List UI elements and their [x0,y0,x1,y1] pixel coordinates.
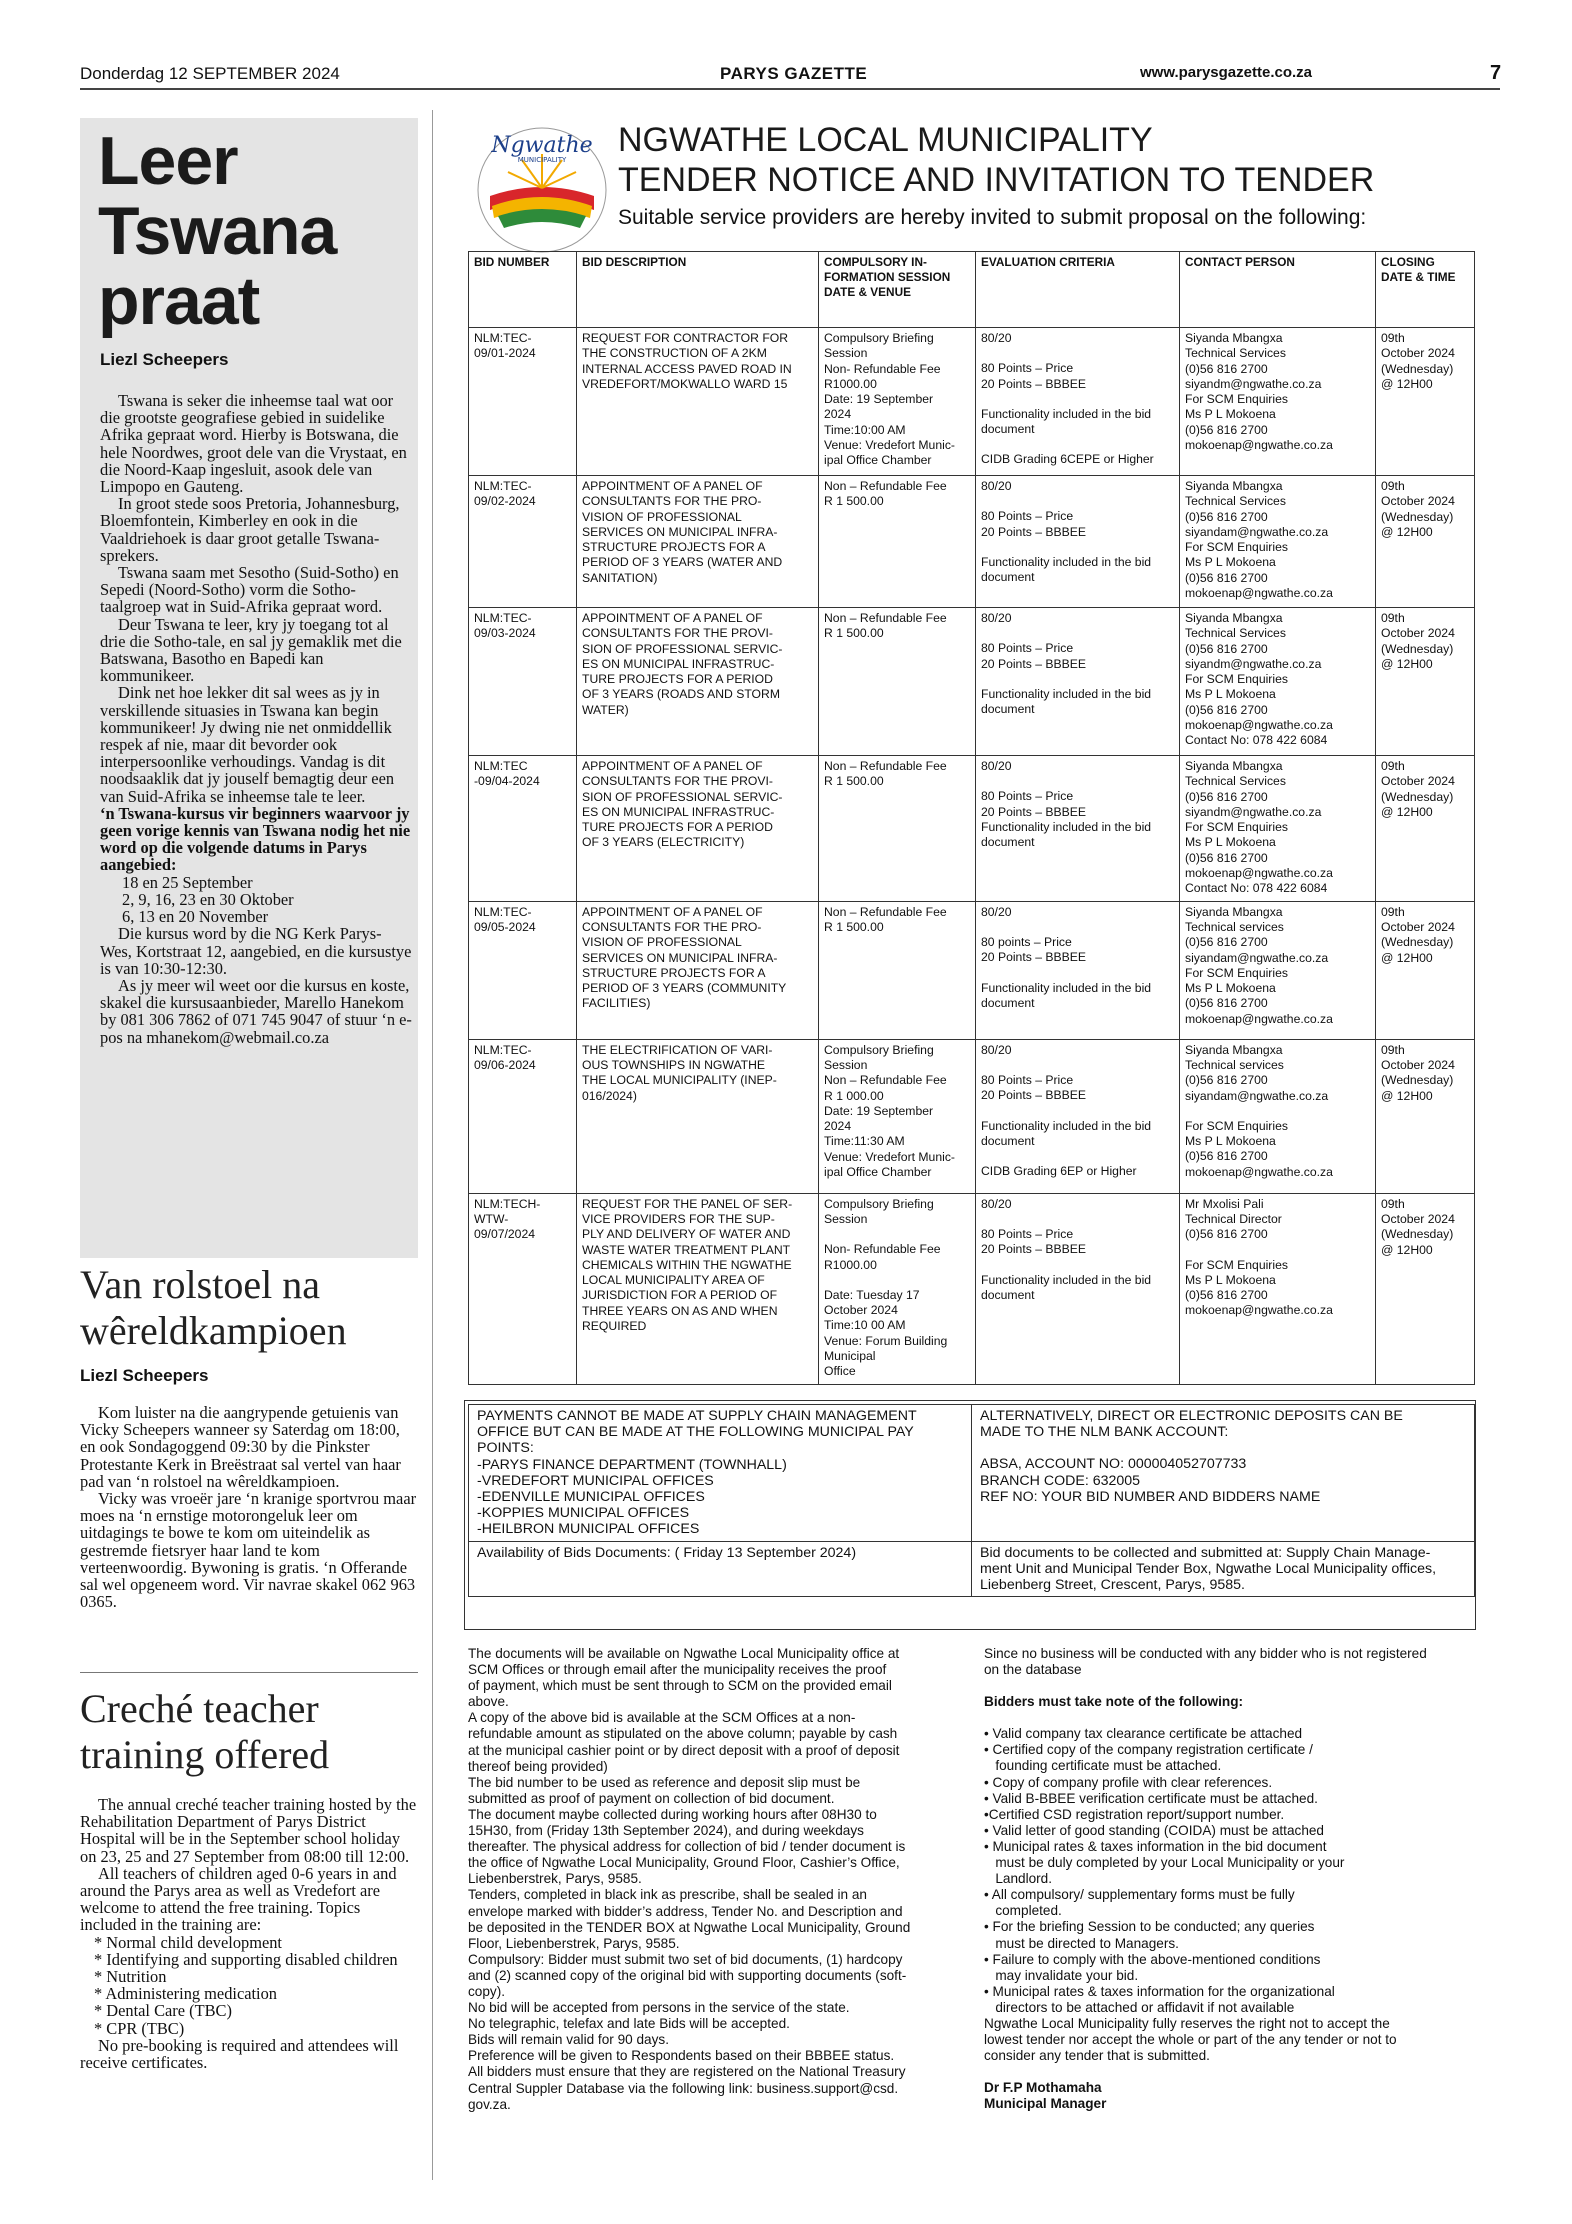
tswana-article-byline: Liezl Scheepers [100,350,229,369]
signatory-title: Municipal Manager [984,2096,1107,2112]
page-number: 7 [1490,62,1502,84]
closing-date-cell: 09th October 2024 (Wednesday) @ 12H00 [1376,1193,1475,1384]
evaluation-cell: 80/20 80 Points – Price 20 Points – BBBEE Functionality included in the bid document CIDB Grading 6CEPE or Higher [976,328,1180,476]
creche-article-body: The annual creché teacher training hosted by the Rehabilitation Department of Parys District Hospital will be in the September school holiday on 23, 25 and 27 September from 08:00 till 12:00. All teachers of children aged 0-6 years in and around the Parys area as well as Vredefort are welcome to attend the free training. Topics included in the training are: * Normal child development * Identifying and supporting disabled children * Nutrition * Administering medication * Dental Care (TBC) * CPR (TBC) No pre-booking is required and attendees will receive certificates. [80,1795,417,2073]
contact-cell: Siyanda Mbangxa Technical Services (0)56 816 2700 siyandm@ngwathe.co.za For SCM Enquiries Ms P L Mokoena (0)56 816 2700 mokoenap@ngwathe.co.za [1180,328,1376,476]
info-session-cell: Non – Refundable Fee R 1 500.00 [819,756,976,902]
contact-cell: Siyanda Mbangxa Technical Services (0)56 816 2700 siyandm@ngwathe.co.za For SCM Enquiries Ms P L Mokoena (0)56 816 2700 mokoenap@ngwathe.co.za Contact No: 078 422 6084 [1180,756,1376,902]
bid-description-cell: THE ELECTRIFICATION OF VARI- OUS TOWNSHIPS IN NGWATHE THE LOCAL MUNICIPALITY (INEP- 016/2024) [577,1039,819,1193]
bid-number-cell: NLM:TEC- 09/05-2024 [469,901,577,1039]
evaluation-cell: 80/20 80 Points – Price 20 Points – BBBEE Functionality included in the bid document [976,608,1180,756]
info-session-cell: Non – Refundable Fee R 1 500.00 [819,608,976,756]
contact-cell: Siyanda Mbangxa Technical Services (0)56 816 2700 siyandam@ngwathe.co.za For SCM Enquiries Ms P L Mokoena (0)56 816 2700 mokoenap@ngwathe.co.za [1180,476,1376,608]
column-header: BID NUMBER [469,252,577,328]
rolstoel-article-byline: Liezl Scheepers [80,1366,209,1385]
bid-row [469,608,1475,756]
contact-cell: Siyanda Mbangxa Technical Services (0)56 816 2700 siyandm@ngwathe.co.za For SCM Enquiries Ms P L Mokoena (0)56 816 2700 mokoenap@ngwathe.co.za Contact No: 078 422 6084 [1180,608,1376,756]
bid-number-cell: NLM:TEC- 09/02-2024 [469,476,577,608]
closing-date-cell: 09th October 2024 (Wednesday) @ 12H00 [1376,608,1475,756]
ngwathe-logo [470,118,615,258]
newspaper-url: www.parysgazette.co.za [1140,64,1313,81]
info-session-cell: Compulsory Briefing Session Non- Refundable Fee R1000.00 Date: Tuesday 17 October 2024 Time:10 00 AM Venue: Forum Building Municipal Office [819,1193,976,1384]
tswana-article-box [80,118,418,1258]
tender-subtitle: Suitable service providers are hereby invited to submit proposal on the following: [618,206,1367,229]
bid-table-header [469,252,1475,328]
info-session-cell: Non – Refundable Fee R 1 500.00 [819,476,976,608]
payment-table [468,1404,1475,1597]
tender-title: NGWATHE LOCAL MUNICIPALITY TENDER NOTICE AND INVITATION TO TENDER [618,121,1375,199]
column-header: CLOSING DATE & TIME [1376,252,1475,328]
rolstoel-article-body: Kom luister na die aangrypende getuienis van Vicky Scheepers wanneer sy Saterdag om 18:00, en ook Sondagoggend 09:30 by die Pinkster Protestante Kerk in Breëstraat sal vertel van haar pad van ‘n rolstoel na wêreldkampioen. Vicky was vroeër jare ‘n kranige sportvrou maar moes na ‘n ernstige motorongeluk leer om uitdagings te bowe te kom om uiteindelik as gestremde fietsryer haar land te kom verteenwoordig. Bywoning is gratis. ‘n Offerande sal wel opgeneem word. Vir navrae skakel 062 963 0365. [80,1403,417,1612]
signatory-name: Dr F.P Mothamaha [984,2080,1102,2096]
bid-number-cell: NLM:TEC- 09/06-2024 [469,1039,577,1193]
contact-cell: Mr Mxolisi Pali Technical Director (0)56 816 2700 For SCM Enquiries Ms P L Mokoena (0)56 816 2700 mokoenap@ngwathe.co.za [1180,1193,1376,1384]
closing-date-cell: 09th October 2024 (Wednesday) @ 12H00 [1376,901,1475,1039]
contact-cell: Siyanda Mbangxa Technical services (0)56 816 2700 siyandam@ngwathe.co.za For SCM Enquiries Ms P L Mokoena (0)56 816 2700 mokoenap@ngwathe.co.za [1180,1039,1376,1193]
evaluation-cell: 80/20 80 Points – Price 20 Points – BBBEE Functionality included in the bid document [976,476,1180,608]
rolstoel-article-title: Van rolstoel na wêreldkampioen [80,1262,347,1353]
info-session-cell: Compulsory Briefing Session Non – Refundable Fee R 1 000.00 Date: 19 September 2024 Time:11:30 AM Venue: Vredefort Munic- ipal Office Chamber [819,1039,976,1193]
bid-number-cell: NLM:TEC- 09/03-2024 [469,608,577,756]
bid-row [469,328,1475,476]
logo-subtext: MUNICIPALITY [517,156,567,164]
collection-cell: Bid documents to be collected and submitted at: Supply Chain Manage- ment Unit and Municipal Tender Box, Ngwathe Local Municipality offices, Liebenberg Street, Crescent, Parys, 9585. [972,1541,1475,1597]
evaluation-cell: 80/20 80 Points – Price 20 Points – BBBEE Functionality included in the bid document CIDB Grading 6EP or Higher [976,1039,1180,1193]
bid-row [469,1039,1475,1193]
bid-description-cell: APPOINTMENT OF A PANEL OF CONSULTANTS FOR THE PROVI- SION OF PROFESSIONAL SERVIC- ES ON MUNICIPAL INFRASTRUC- TURE PROJECTS FOR A PERIOD OF 3 YEARS (ROADS AND STORM WATER) [577,608,819,756]
tender-conditions-right: Since no business will be conducted with any bidder who is not registered on the database Bidders must take note of the following: • Valid company tax clearance certificate be attached • Certified copy of the company registration certificate / founding certificate must be attached. • Copy of company profile with clear references. • Valid B-BBEE verification certificate must be attached. •Certified CSD registration report/support number. • Valid letter of good standing (COIDA) must be attached • Municipal rates & taxes information in the bid document must be duly completed by your Local Municipality or your Landlord. • All compulsory/ supplementary forms must be fully completed. • For the briefing Session to be conducted; any queries must be directed to Managers. • Failure to comply with the above-mentioned conditions may invalidate your bid. • Municipal rates & taxes information for the organizational directors to be attached or affidavit if not available Ngwathe Local Municipality fully reserves the right not to accept the lowest tender nor accept the whole or part of the any tender or not to consider any tender that is submitted. Dr F.P Mothamaha Municipal Manager [984,1646,1474,2112]
column-divider [80,1672,418,1673]
availability-cell: Availability of Bids Documents: ( Friday 13 September 2024) [469,1541,972,1597]
closing-date-cell: 09th October 2024 (Wednesday) @ 12H00 [1376,1039,1475,1193]
issue-date: Donderdag 12 SEPTEMBER 2024 [80,64,340,83]
bid-number-cell: NLM:TECH- WTW- 09/07/2024 [469,1193,577,1384]
bank-account-cell: ALTERNATIVELY, DIRECT OR ELECTRONIC DEPOSITS CAN BE MADE TO THE NLM BANK ACCOUNT: ABSA, ACCOUNT NO: 000004052707733 BRANCH CODE: 632005 REF NO: YOUR BID NUMBER AND BIDDERS NAME [972,1405,1475,1542]
evaluation-cell: 80/20 80 Points – Price 20 Points – BBBEE Functionality included in the bid document [976,1193,1180,1384]
column-header: CONTACT PERSON [1180,252,1376,328]
evaluation-cell: 80/20 80 Points – Price 20 Points – BBBEE Functionality included in the bid document [976,756,1180,902]
bid-description-cell: REQUEST FOR CONTRACTOR FOR THE CONSTRUCTION OF A 2KM INTERNAL ACCESS PAVED ROAD IN VREDEFORT/MOKWALLO WARD 15 [577,328,819,476]
bid-number-cell: NLM:TEC- 09/01-2024 [469,328,577,476]
header-rule [80,88,1500,90]
column-header: EVALUATION CRITERIA [976,252,1180,328]
closing-date-cell: 09th October 2024 (Wednesday) @ 12H00 [1376,756,1475,902]
tswana-article-title: Leer Tswana praat [98,123,337,339]
bid-description-cell: APPOINTMENT OF A PANEL OF CONSULTANTS FOR THE PROVI- SION OF PROFESSIONAL SERVIC- ES ON MUNICIPAL INFRASTRUC- TURE PROJECTS FOR A PERIOD OF 3 YEARS (ELECTRICITY) [577,756,819,902]
info-session-cell: Non – Refundable Fee R 1 500.00 [819,901,976,1039]
creche-article-title: Creché teacher training offered [80,1686,330,1777]
tender-conditions-left: The documents will be available on Ngwathe Local Municipality office at SCM Offices or through email after the municipality receives the proof of payment, which must be sent through to SCM on the provided email above. A copy of the above bid is available at the SCM Offices at a non- refundable amount as stipulated on the above column; payable by cash at the municipal cashier point or by direct deposit with a proof of deposit thereof being provided) The bid number to be used as reference and deposit slip must be submitted as proof of payment on collection of bid document. The document maybe collected during working hours after 08H30 to 15H30, from (Friday 13th September 2024), and during weekdays thereafter. The physical address for collection of bid / tender document is the office of Ngwathe Local Municipality, Ground Floor, Cashier’s Office, Liebenberstrek, Parys, 9585. Tenders, completed in black ink as prescribe, shall be sealed in an envelope marked with bidder’s address, Tender No. and Description and be deposited in the TENDER BOX at Ngwathe Local Municipality, Ground Floor, Liebenberstrek, Parys, 9585. Compulsory: Bidder must submit two set of bid documents, (1) hardcopy and (2) scanned copy of the original bid with supporting documents (soft- copy). No bid will be accepted from persons in the service of the state. No telegraphic, telefax and late Bids will be accepted. Bids will remain valid for 90 days. Preference will be given to Respondents based on their BBBEE status. All bidders must ensure that they are registered on the National Treasury Central Suppler Database via the following link: business.support@csd. gov.za. [468,1646,911,2112]
logo-wordmark: Ngwathe [491,133,593,158]
closing-date-cell: 09th October 2024 (Wednesday) @ 12H00 [1376,328,1475,476]
bid-description-cell: APPOINTMENT OF A PANEL OF CONSULTANTS FOR THE PRO- VISION OF PROFESSIONAL SERVICES ON MUNICIPAL INFRA- STRUCTURE PROJECTS FOR A PERIOD OF 3 YEARS (WATER AND SANITATION) [577,476,819,608]
bid-row [469,901,1475,1039]
newspaper-name: PARYS GAZETTE [720,64,868,83]
contact-cell: Siyanda Mbangxa Technical services (0)56 816 2700 siyandam@ngwathe.co.za For SCM Enquiries Ms P L Mokoena (0)56 816 2700 mokoenap@ngwathe.co.za [1180,901,1376,1039]
column-header: BID DESCRIPTION [577,252,819,328]
bid-row [469,756,1475,902]
bid-description-cell: REQUEST FOR THE PANEL OF SER- VICE PROVIDERS FOR THE SUP- PLY AND DELIVERY OF WATER AND WASTE WATER TREATMENT PLANT CHEMICALS WITHIN THE NGWATHE LOCAL MUNICIPALITY AREA OF JURISDICTION FOR A PERIOD OF THREE YEARS ON AS AND WHEN REQUIRED [577,1193,819,1384]
bid-number-cell: NLM:TEC -09/04-2024 [469,756,577,902]
bid-table [468,251,1475,1385]
bid-row [469,1193,1475,1384]
bidders-note-heading: Bidders must take note of the following: [984,1694,1244,1710]
pay-points-cell: PAYMENTS CANNOT BE MADE AT SUPPLY CHAIN MANAGEMENT OFFICE BUT CAN BE MADE AT THE FOLLOWING MUNICIPAL PAY POINTS: -PARYS FINANCE DEPARTMENT (TOWNHALL) -VREDEFORT MUNICIPAL OFFICES -EDENVILLE MUNICIPAL OFFICES -KOPPIES MUNICIPAL OFFICES -HEILBRON MUNICIPAL OFFICES [469,1405,972,1542]
tswana-article-body: Tswana is seker die inheemse taal wat oor die grootste geografiese gebied in suidelike Afrika gepraat word. Hierby is Botswana, die hele Noordwes, groot dele van die Vrystaat, en die Noord-Kaap ingesluit, asook dele van Limpopo en Gauteng. In groot stede soos Pretoria, Johannesburg, Bloemfontein, Kimberley en ook in die Vaaldriehoek is daar groot getalle Tswana-sprekers. Tswana saam met Sesotho (Suid-Sotho) en Sepedi (Noord-Sotho) vorm die Sotho-taalgroep wat in Suid-Afrika gepraat word. Deur Tswana te leer, kry jy toegang tot al drie die Sotho-tale, en sal jy gemaklik met die Batswana, Basotho en Bapedi kan kommunikeer. Dink net hoe lekker dit sal wees as jy in verskillende situasies in Tswana kan begin kommunikeer! Jy dwing nie net onmiddellik respek af nie, maar dit bevorder ook interpersoonlike verhoudings. Vandag is dit noodsaaklik dat jy jouself bemagtig deur een van Suid-Afrika se inheemse tale te leer. ‘n Tswana-kursus vir beginners waarvoor jy geen vorige kennis van Tswana nodig het nie word op die volgende datums in Parys aangebied: 18 en 25 September 2, 9, 16, 23 en 30 Oktober 6, 13 en 20 November Die kursus word by die NG Kerk Parys-Wes, Kortstraat 12, aangebied, en die kursustye is van 10:30-12:30. As jy meer wil weet oor die kursus en koste, skakel die kursusaanbieder, Marello Hanekom by 081 306 7862 of 071 745 9047 of stuur ‘n e-pos na mhanekom@webmail.co.za [100,391,412,1047]
column-header: COMPULSORY IN-FORMATION SESSION DATE & VENUE [819,252,976,328]
info-session-cell: Compulsory Briefing Session Non- Refundable Fee R1000.00 Date: 19 September 2024 Time:10:00 AM Venue: Vredefort Munic- ipal Office Chamber [819,328,976,476]
bid-description-cell: APPOINTMENT OF A PANEL OF CONSULTANTS FOR THE PRO- VISION OF PROFESSIONAL SERVICES ON MUNICIPAL INFRA- STRUCTURE PROJECTS FOR A PERIOD OF 3 YEARS (COMMUNITY FACILITIES) [577,901,819,1039]
evaluation-cell: 80/20 80 points – Price 20 Points – BBBEE Functionality included in the bid document [976,901,1180,1039]
column-rule [432,110,433,2180]
closing-date-cell: 09th October 2024 (Wednesday) @ 12H00 [1376,476,1475,608]
bid-row [469,476,1475,608]
